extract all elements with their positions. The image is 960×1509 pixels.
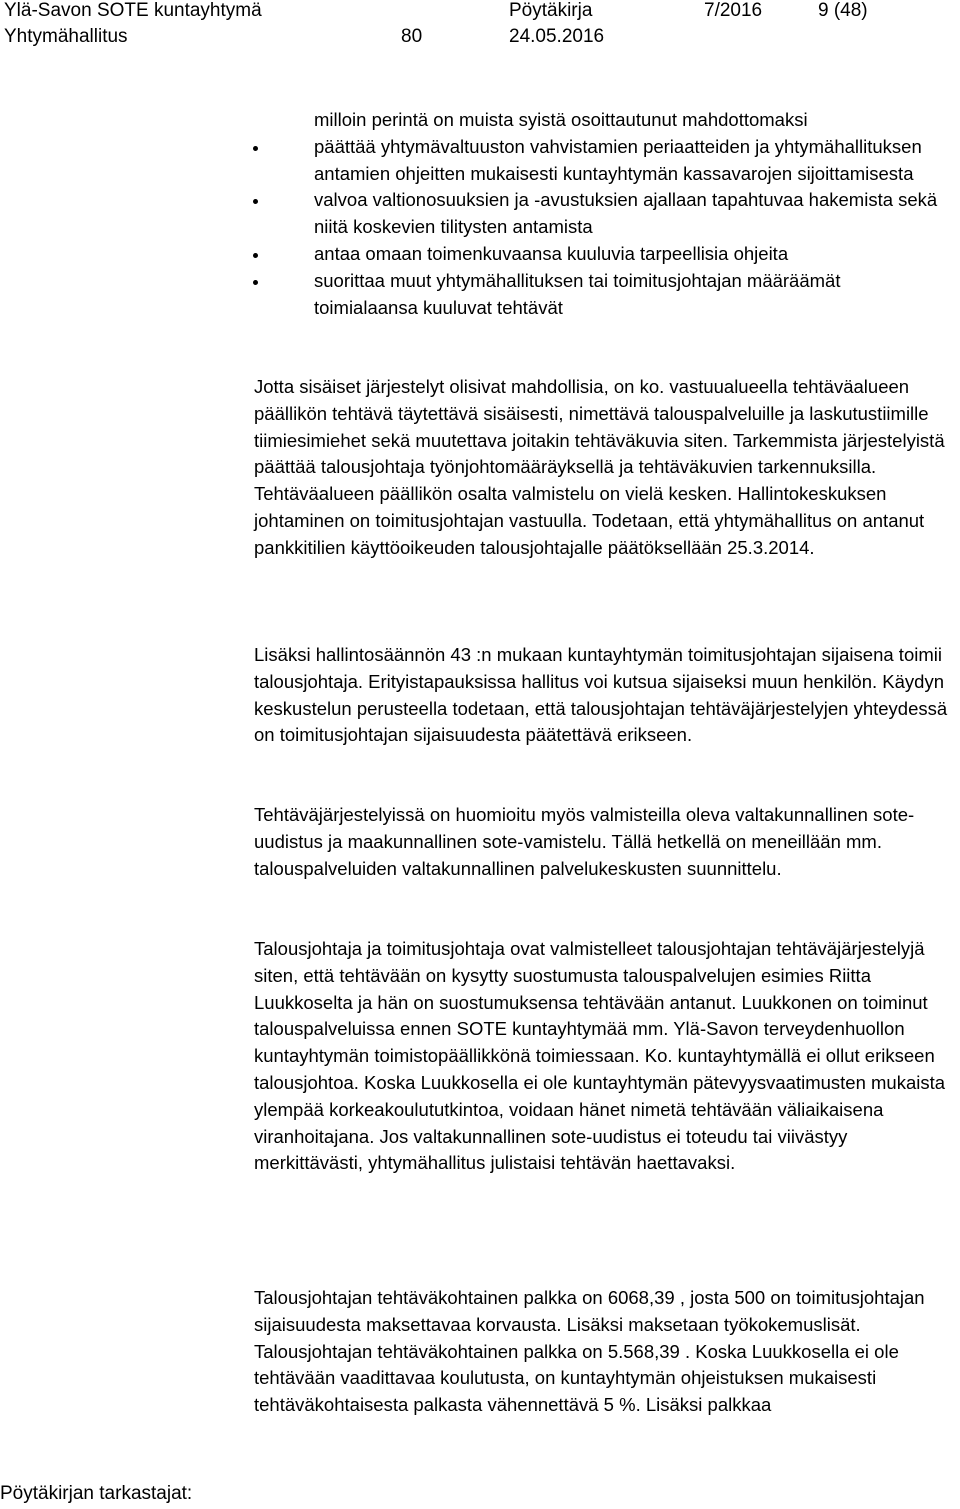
list-item: antaa omaan toimenkuvaansa kuuluvia tarpeellisia ohjeita <box>248 241 948 268</box>
minutes-inspectors-label: Pöytäkirjan tarkastajat: <box>0 1483 193 1504</box>
list-item: valvoa valtionosuuksien ja -avustuksien ajallaan tapahtuvaa hakemista sekä niitä koskevien tilitysten antamista <box>248 187 948 241</box>
document-type: Pöytäkirja <box>509 0 593 21</box>
paragraph-appointment: Talousjohtaja ja toimitusjohtaja ovat valmistelleet talousjohtajan tehtäväjärjestelyjä siten, että tehtävään on kysytty suostumusta talouspalvelujen esimies Riitta Luukkoselta ja hän on suostumuksensa tehtävään antanut. Luukkonen on toiminut talouspalveluissa ennen SOTE kuntayhtymää mm. Ylä-Savon terveydenhuollon kuntayhtymän toimistopäällikkönä toimiessaan. Ko. kuntayhtymällä ei ollut erikseen talousjohtoa. Koska Luukkosella ei ole kuntayhtymän pätevyysvaatimusten mukaista ylempää korkeakoulututkintoa, voidaan hänet nimetä tehtävään väliaikaisena viranhoitajana. Jos valtakunnallinen sote-uudistus ei toteudu tai viivästyy merkittävästi, yhtymähallitus julistaisi tehtävän haettavaksi. <box>254 938 946 1174</box>
organization-name: Ylä-Savon SOTE kuntayhtymä <box>4 0 262 21</box>
paragraph-sote-reform: Tehtäväjärjestelyissä on huomioitu myös valmisteilla oleva valtakunnallinen sote-uudistus ja maakunnallinen sote-vamistelu. Tällä hetkellä on meneillään mm. talouspalveluiden valtakunnallinen palvelukeskusten suunnittelu. <box>254 804 915 879</box>
page-number: 9 (48) <box>818 0 868 21</box>
document-number: 7/2016 <box>704 0 763 21</box>
paragraph-arrangements: Jotta sisäiset järjestelyt olisivat mahdollisia, on ko. vastuualueella tehtäväalueen päällikön tehtävä täytettävä sisäisesti, nimettävä talouspalveluille ja laskutustiimille tiimiesimiehet sekä muutettava joitakin tehtäväkuvia siten. Tarkemmista järjestelyistä päättää talousjohtaja työnjohtomääräyksellä ja tehtäväkuvien tarkennuksilla. Tehtäväalueen päällikön osalta valmistelu on vielä kesken. Hallintokeskuksen johtaminen on toimitusjohtajan vastuulla. Todetaan, että yhtymähallitus on antanut pankkitilien käyttöoikeuden talousjohtajalle päätöksellään 25.3.2014. <box>254 376 945 558</box>
paragraph-substitute: Lisäksi hallintosäännön 43 :n mukaan kuntayhtymän toimitusjohtajan sijaisena toimii talousjohtaja. Erityistapauksissa hallitus voi kutsua sijaiseksi muun henkilön. Käydyn keskustelun perusteella todetaan, että talousjohtajan tehtäväjärjestelyjen yhteydessä on toimitusjohtajan sijaisuudesta päätettävä erikseen. <box>254 644 948 746</box>
paragraph-salary: Talousjohtajan tehtäväkohtainen palkka on 6068,39 , josta 500 on toimitusjohtajan sijaisuudesta maksettavaa korvausta. Lisäksi maksetaan työkokemuslisät. Talousjohtajan tehtäväkohtainen palkka on 5.568,39 . Koska Luukkosella ei ole tehtävään vaadittavaa koulutusta, on kuntayhtymän ohjeistuksen mukaisesti tehtäväkohtaisesta palkasta vähennettävä 5 %. Lisäksi palkkaa <box>254 1287 925 1416</box>
governing-body: Yhtymähallitus <box>4 26 128 47</box>
meeting-date: 24.05.2016 <box>509 26 605 47</box>
section-number: 80 <box>401 26 423 47</box>
duties-list <box>248 107 948 321</box>
list-item: suorittaa muut yhtymähallituksen tai toimitusjohtajan määräämät toimialaansa kuuluvat tehtävät <box>248 268 948 322</box>
list-item: milloin perintä on muista syistä osoittautunut mahdottomaksi <box>314 109 808 130</box>
list-item: päättää yhtymävaltuuston vahvistamien periaatteiden ja yhtymähallituksen antamien ohjeitten mukaisesti kuntayhtymän kassavarojen sijoittamisesta <box>248 134 948 188</box>
